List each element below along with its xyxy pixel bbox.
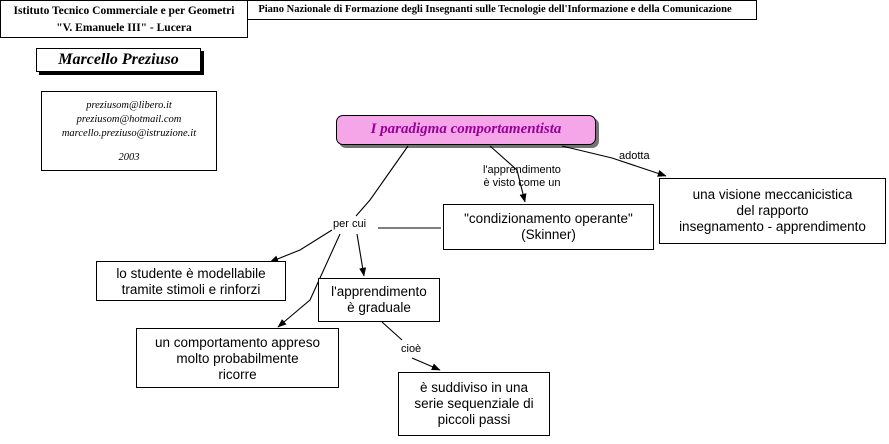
edge-label-visto-come-line1: l'apprendimento xyxy=(483,164,561,176)
node-studente-line1: lo studente è modellabile xyxy=(116,266,266,281)
node-studente-line2: tramite stimoli e rinforzi xyxy=(121,281,261,297)
author-name-box: Marcello Preziuso xyxy=(36,48,201,72)
contact-year: 2003 xyxy=(118,151,140,163)
node-condizionamento-operante[interactable] xyxy=(443,204,654,250)
edge-label-cioe: cioè xyxy=(401,343,422,355)
node-condizionamento-line1: "condizionamento operante" xyxy=(464,211,633,226)
node-condizionamento-line2: (Skinner) xyxy=(521,226,576,242)
node-suddiviso-line3: piccoli passi xyxy=(437,411,511,427)
node-comportamento-appreso[interactable] xyxy=(136,328,339,388)
node-suddiviso-piccoli-passi[interactable] xyxy=(398,372,550,436)
edge-label-visto-come xyxy=(483,164,561,190)
node-apprendimento-line1: l'apprendimento xyxy=(331,284,427,299)
node-comportamento-line2: molto probabilmente xyxy=(176,350,299,366)
node-comportamento-line1: un comportamento appreso xyxy=(154,335,321,350)
school-name-line2: "V. Emanuele III" - Lucera xyxy=(56,21,192,34)
node-root-paradigma[interactable]: I paradigma comportamentista xyxy=(336,115,596,145)
edge-label-adotta: adotta xyxy=(619,150,650,162)
node-visione-line2: del rapporto xyxy=(736,202,809,218)
contact-email-3: marcello.preziuso@istruzione.it xyxy=(61,128,197,140)
node-apprendimento-graduale[interactable] xyxy=(318,278,440,322)
contact-email-1: preziusom@libero.it xyxy=(86,100,172,111)
node-suddiviso-line1: è suddiviso in una xyxy=(419,380,529,395)
school-header xyxy=(0,0,248,38)
node-suddiviso-line2: serie sequenziale di xyxy=(414,395,534,411)
node-comportamento-line3: ricorre xyxy=(218,366,257,382)
contact-email-2: preziusom@hotmail.com xyxy=(76,114,182,126)
edge-label-visto-come-line2: è visto come un xyxy=(483,177,561,190)
school-name-line1: Istituto Tecnico Commerciale e per Geometri xyxy=(13,5,235,17)
project-title-banner: Piano Nazionale di Formazione degli Insegnanti sulle Tecnologie dell'Informazione e della Comunicazione xyxy=(233,0,757,20)
node-visione-line3: insegnamento - apprendimento xyxy=(679,218,866,234)
edge-label-per-cui: per cui xyxy=(333,218,367,230)
node-visione-line1: una visione meccanicistica xyxy=(692,187,853,202)
node-visione-meccanicistica[interactable] xyxy=(659,178,886,244)
node-studente-modellabile[interactable] xyxy=(96,261,286,301)
contact-info-box xyxy=(41,91,217,171)
node-apprendimento-line2: è graduale xyxy=(347,299,411,315)
